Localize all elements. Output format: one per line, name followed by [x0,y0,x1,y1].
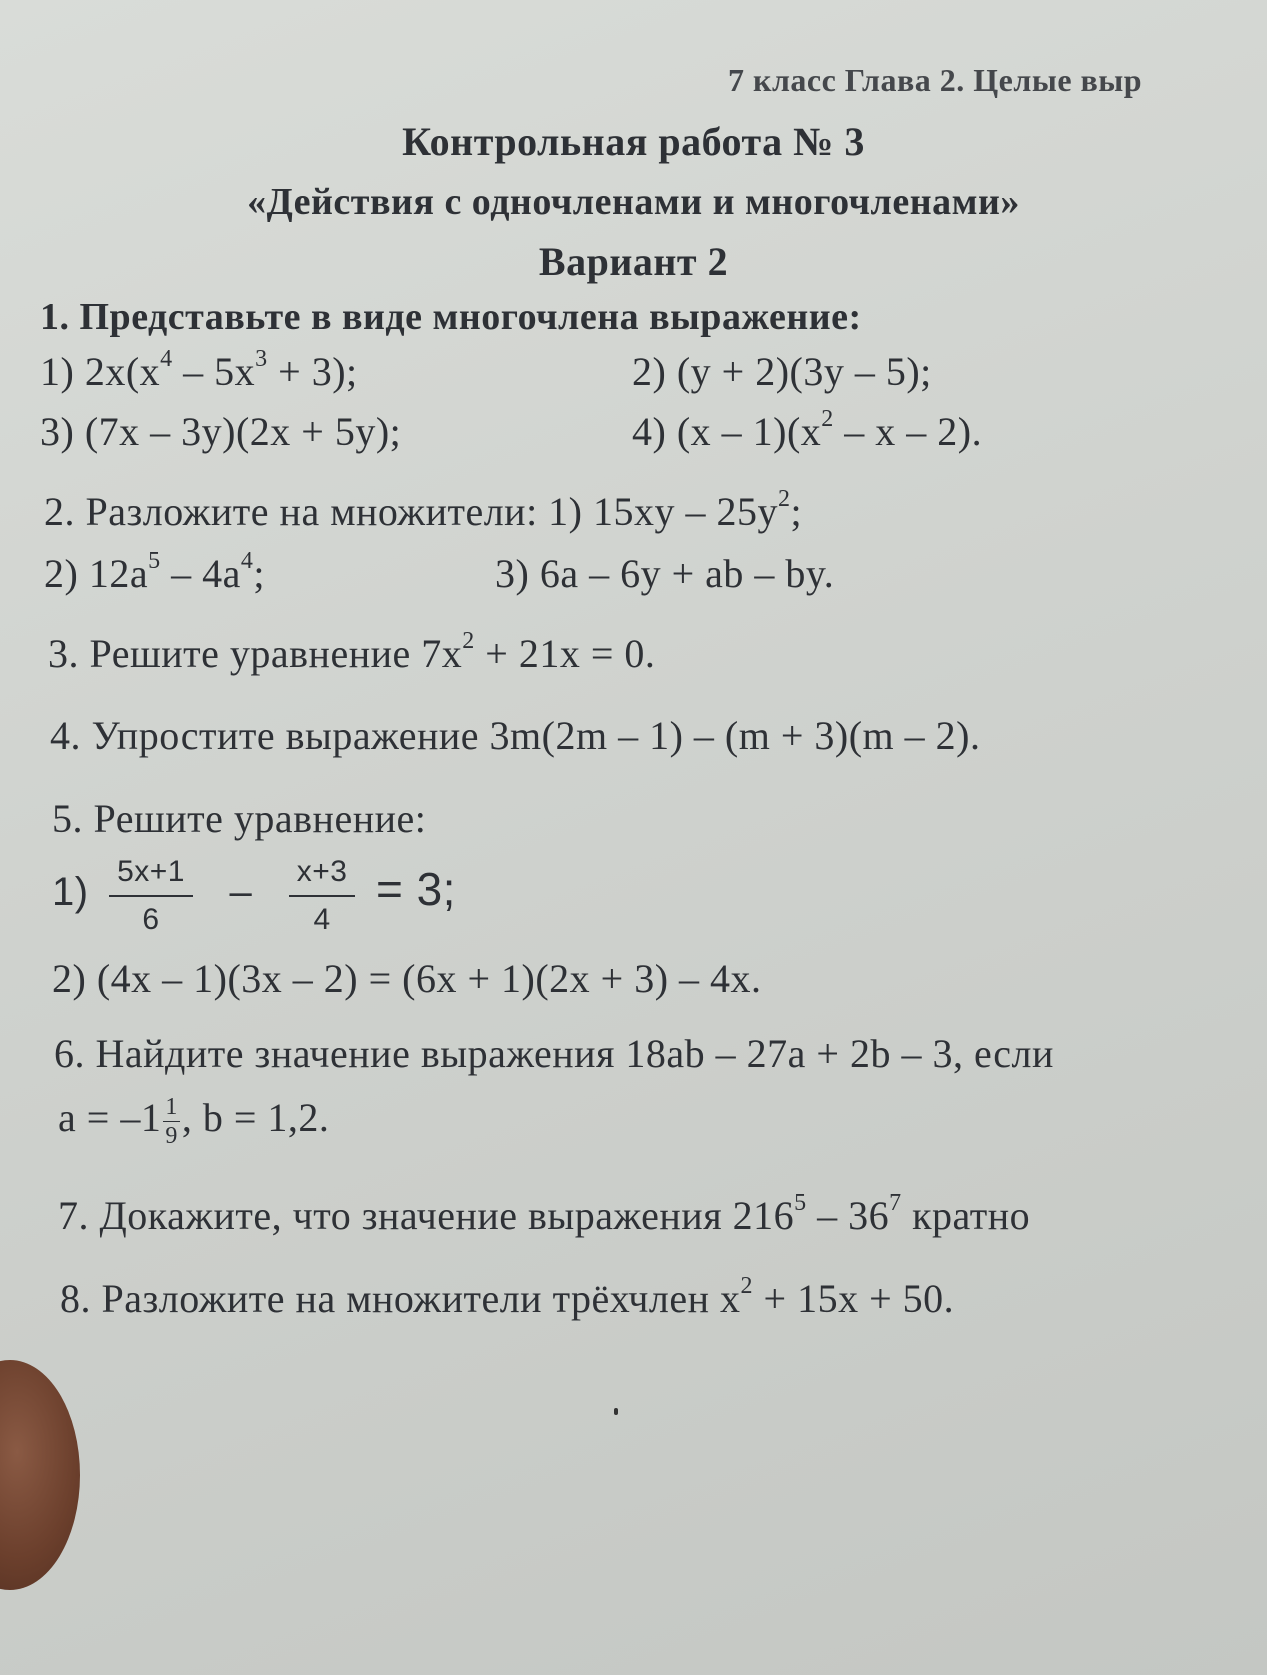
task-8: 8. Разложите на множители трёхчлен $x^2 + 15x + 50$. [60,1272,955,1321]
test-title: Контрольная работа № 3 [402,119,865,164]
task-1-item-3: 3) (7x – 3y)(2x + 5y); [40,409,402,454]
task-4: 4. Упростите выражение 3m(2m – 1) – (m + 3)(m – 2). [50,713,981,758]
task-6-heading: 6. Найдите значение выражения 18ab – 27a + 2b – 3, если [54,1031,1054,1076]
task-1-item-1: 1) $2x(x^4 - 5x^3 + 3)$; [40,345,358,394]
running-head: 7 класс Глава 2. Целые выр [728,62,1143,98]
fraction-1: $\frac{5x+1}{6}$ [109,855,193,937]
test-subtitle: «Действия с одночленами и многочленами» [247,181,1020,223]
task-7: 7. Докажите, что значение выражения $216^5 - 36^7$ кратно [58,1189,1031,1238]
finger-in-frame [0,1360,80,1590]
task-5-equation-1: 1) $\frac{5x+1}{6}$ – $\frac{x+3}{4}$ = 3; [52,855,456,936]
task-1-item-4: 4) $(x - 1)(x^2$ – x – 2). [632,405,983,454]
paper-speck [614,1408,618,1415]
task-5-equation-2: 2) (4x – 1)(3x – 2) = (6x + 1)(2x + 3) – 4x. [52,956,762,1001]
task-2-item-3: 3) 6a – 6y + ab – by. [495,551,835,596]
task-3: 3. Решите уравнение $7x^2 + 21x = 0$. [48,627,656,676]
task-2-heading: 2. Разложите на множители: 1) $15xy - 25y^2$; [44,485,803,534]
task-2-item-2: 2) $12a^5 - 4a^4$; [44,547,265,596]
task-6-values: a = –1 $\frac{1}{9}$ , b = 1,2. [58,1094,330,1150]
task-1-item-2: 2) (y + 2)(3y – 5); [632,349,932,394]
variant-label: Вариант 2 [538,239,729,284]
mixed-fraction: $\frac{1}{9}$ [165,1094,178,1150]
fraction-2: $\frac{x+3}{4}$ [289,855,356,937]
task-1-heading: 1. Представьте в виде многочлена выражение: [40,296,862,338]
task-5-heading: 5. Решите уравнение: [52,796,427,841]
